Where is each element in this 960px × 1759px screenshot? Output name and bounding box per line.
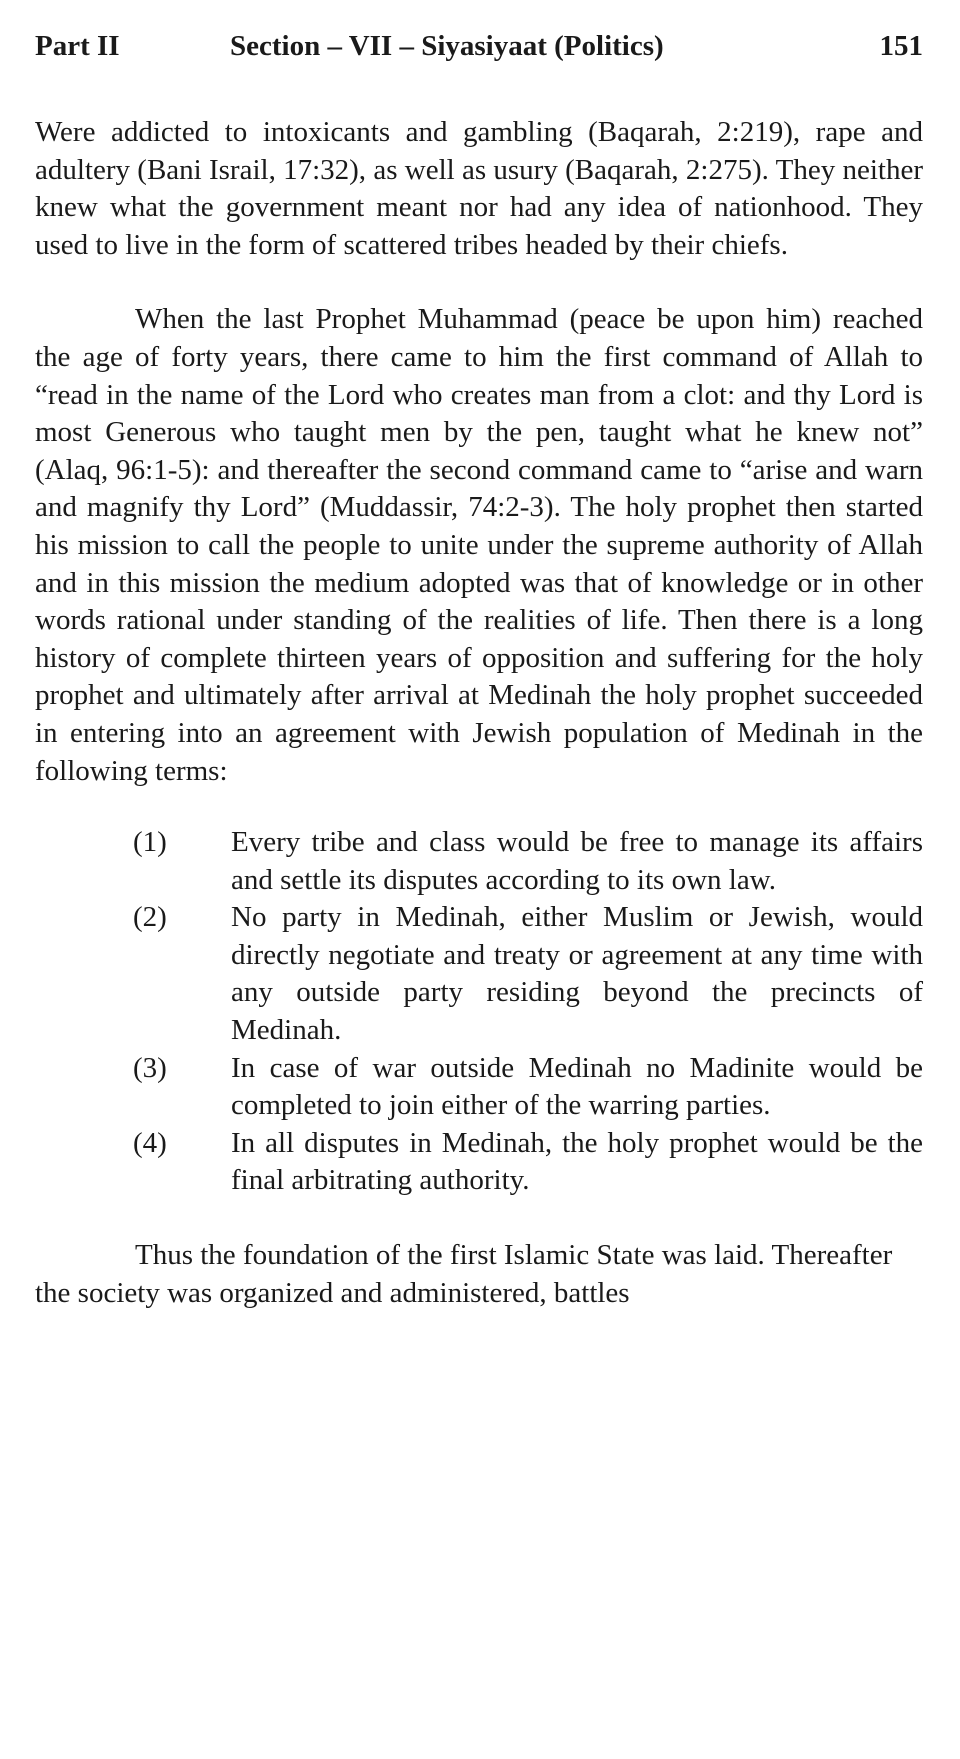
- list-item-number: (1): [133, 826, 167, 859]
- list-item-number: (2): [133, 901, 167, 934]
- book-page: [35, 26, 923, 1312]
- running-header: [35, 26, 923, 66]
- list-item-text: Every tribe and class would be free to manage its affairs and settle its disputes according to its own law.: [231, 826, 923, 896]
- paragraph-3: Thus the foundation of the first Islamic State was laid. Thereafter the society was organized and administered, battles: [35, 1239, 893, 1309]
- page-number: 151: [879, 30, 923, 62]
- paragraph-1: Were addicted to intoxicants and gambling (Baqarah, 2:219), rape and adultery (Bani Israil, 17:32), as well as usury (Baqarah, 2:275). They neither knew what the government meant nor had any idea of nationhood. They used to live in the form of scattered tribes headed by their chiefs.: [35, 116, 923, 261]
- list-item: [35, 824, 923, 899]
- list-item-text: No party in Medinah, either Muslim or Jewish, would directly negotiate and treaty or agreement at any time with any outside party residing beyond the precincts of Medinah.: [231, 901, 923, 1047]
- list-item-number: (3): [133, 1051, 167, 1084]
- header-part: Part II: [35, 30, 120, 62]
- header-section-title: Section – VII – Siyasiyaat (Politics): [230, 30, 664, 62]
- list-item-text: In case of war outside Medinah no Madinite would be completed to join either of the warring parties.: [231, 1051, 923, 1122]
- list-item: [35, 1050, 923, 1125]
- list-item-number: (4): [133, 1126, 167, 1159]
- agreement-terms-list: [35, 824, 923, 1200]
- list-item: [35, 899, 923, 1049]
- list-item: [35, 1125, 923, 1200]
- paragraph-2: When the last Prophet Muhammad (peace be upon him) reached the age of forty years, there came to him the first command of Allah to “read in the name of the Lord who creates man from a clot: and thy Lord is most Generous who taught men by the pen, taught what he knew not” (Alaq, 96:1-5): and thereafter the second command came to “arise and warn and magnify thy Lord” (Muddassir, 74:2-3). The holy prophet then started his mission to call the people to unite under the supreme authority of Allah and in this mission the medium adopted was that of knowledge or in other words rational under standing of the realities of life. Then there is a long history of complete thirteen years of opposition and suffering for the holy prophet and ultimately after arrival at Medinah the holy prophet succeeded in entering into an agreement with Jewish population of Medinah in the following terms:: [35, 303, 923, 787]
- list-item-text: In all disputes in Medinah, the holy prophet would be the final arbitrating authority.: [231, 1126, 923, 1197]
